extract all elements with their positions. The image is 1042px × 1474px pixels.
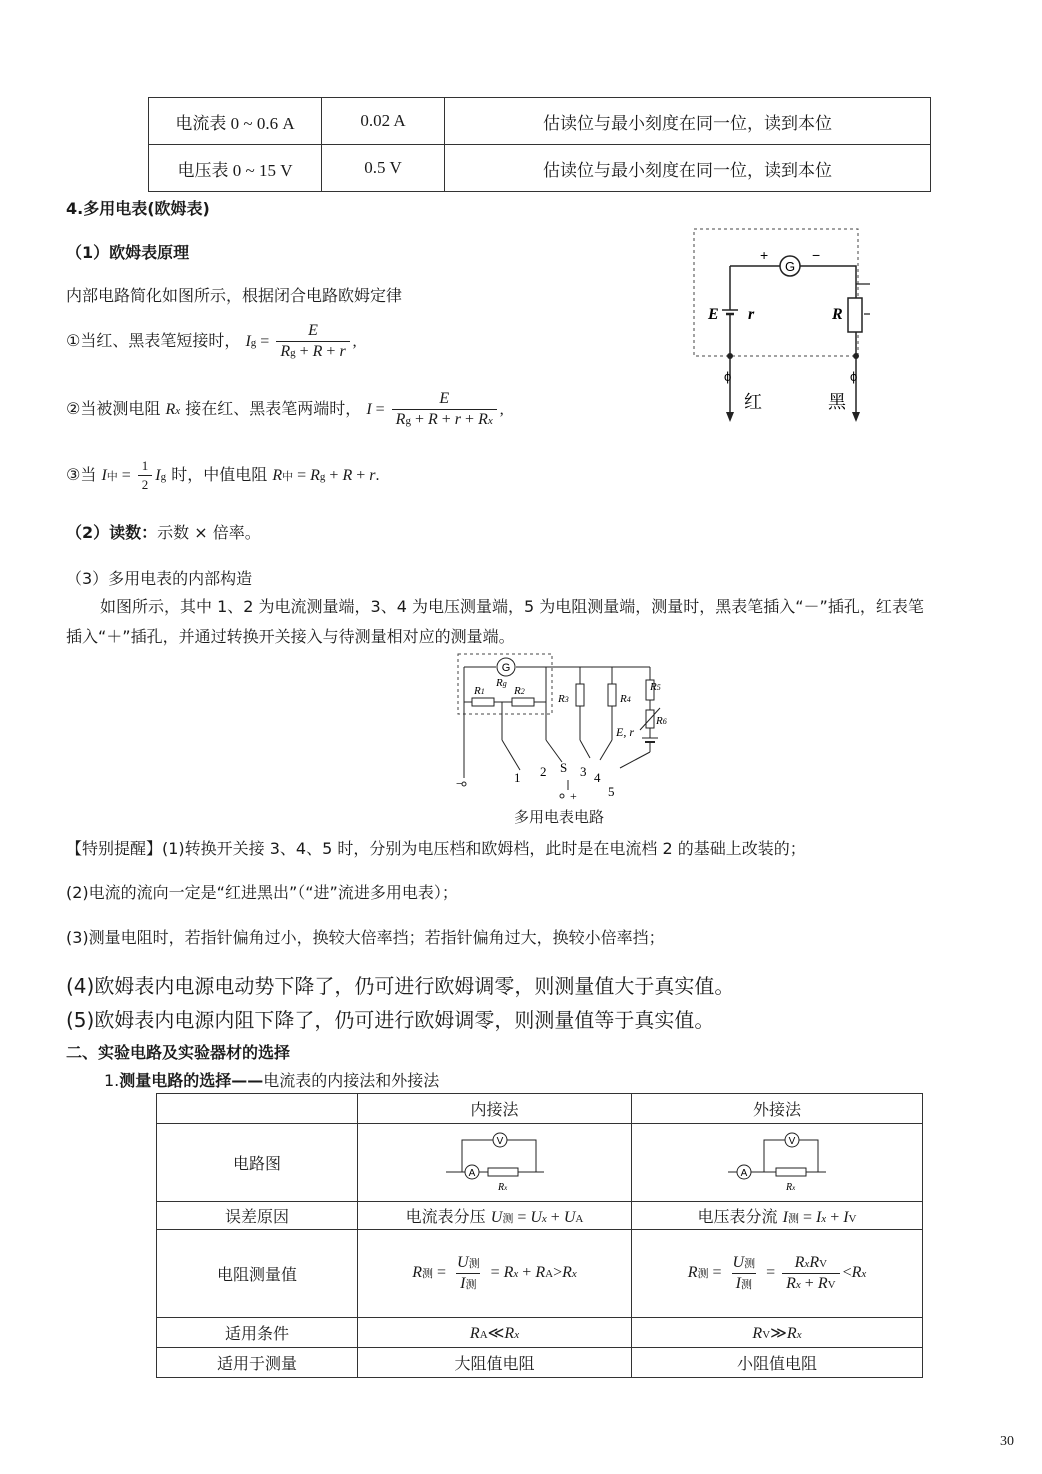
text: 电压表分流: [697, 1207, 778, 1226]
meter-table: [148, 97, 931, 192]
table-row: [157, 1124, 923, 1202]
table-cell: 小阻值电阻: [632, 1348, 923, 1378]
svg-text:R2: R2: [514, 685, 525, 697]
text: ②当被测电阻: [66, 399, 166, 418]
svg-text:+: +: [760, 247, 769, 263]
svg-text:S: S: [560, 760, 568, 775]
table-row: [157, 1230, 923, 1318]
formula-measured-resistor: ②当被测电阻 Rx 接在红、黑表笔两端时， I = $\frac{E}{Rg + R + r + Rx}$ ,: [66, 390, 504, 428]
table-cell: [157, 1094, 358, 1124]
ohmmeter-circuit-diagram: [690, 226, 870, 426]
outer-connection-diagram: [722, 1128, 832, 1194]
row-label: 电阻测量值: [157, 1230, 358, 1318]
note-3: (3)测量电阻时，若指针偏角过小，换较大倍率挡；若指针偏角过大，换较小倍率挡；: [66, 928, 665, 947]
subheading-structure: （3）多用电表的内部构造: [66, 569, 253, 588]
svg-text:Rg: Rg: [496, 677, 507, 689]
text: 电流表的内接法和外接法: [263, 1071, 440, 1090]
label-red-probe: 红: [744, 392, 762, 413]
svg-text:−: −: [456, 776, 464, 791]
svg-text:+: +: [570, 789, 577, 802]
note-4: (4)欧姆表内电源电动势下降了，仍可进行欧姆调零，则测量值大于真实值。: [66, 974, 735, 998]
table-cell: RA≪Rx: [358, 1318, 632, 1348]
row-label: 适用条件: [157, 1318, 358, 1348]
svg-text:Rx: Rx: [497, 1181, 507, 1193]
formula-mid-resistance: ③当 I中 = $\frac{1}{2}$ Ig 时，中值电阻 R中 = Rg + R + r.: [66, 458, 380, 492]
text: 示数 × 倍率。: [157, 523, 261, 542]
table-header-outer: 外接法: [632, 1094, 923, 1124]
note-1: 【特别提醒】(1)转换开关接 3、4、5 时，分别为电压档和欧姆档，此时是在电流档 2 的基础上改装的；: [66, 839, 806, 858]
table-cell: 电流表 0 ~ 0.6 A: [149, 98, 322, 145]
text: 时，中值电阻: [171, 465, 273, 484]
text: ③当: [66, 465, 102, 484]
table-cell: RV≫Rx: [632, 1318, 923, 1348]
text: 电流表分压: [405, 1207, 486, 1226]
text: 测量电路的选择——: [119, 1071, 264, 1090]
svg-text:ϕ: ϕ: [850, 369, 858, 384]
table-cell: 估读位与最小刻度在同一位，读到本位: [445, 145, 931, 192]
svg-text:G: G: [501, 662, 511, 674]
table-cell: 0.02 A: [322, 98, 445, 145]
multimeter-circuit-diagram: [450, 650, 680, 802]
svg-text:1: 1: [514, 770, 521, 785]
table-cell: 电压表分流 I测 = Ix + IV: [632, 1202, 923, 1230]
label-r-internal: r: [748, 306, 755, 323]
note-5: (5)欧姆表内电源内阻下降了，仍可进行欧姆调零，则测量值等于真实值。: [66, 1008, 715, 1032]
svg-text:R6: R6: [656, 715, 667, 727]
row-label: 误差原因: [157, 1202, 358, 1230]
table-row: [157, 1202, 923, 1230]
label-black-probe: 黑: [828, 392, 846, 413]
rheostat-icon: [848, 298, 862, 332]
intro-text: 内部电路简化如图所示，根据闭合电路欧姆定律: [66, 286, 403, 305]
figure-caption: 多用电表电路: [514, 808, 605, 826]
table-cell: R测 = $\frac{\text{U测}}{\text{I测}}$ = $\frac{\text{RxRV}}{Rx + RV}$ <Rx: [632, 1230, 923, 1318]
svg-text:−: −: [812, 247, 821, 263]
formula-short-circuit: ①当红、黑表笔短接时， Ig = $\frac{E}{Rg + R + r}$ ,: [66, 322, 357, 360]
table-row: [149, 145, 931, 192]
table-cell: 电压表 0 ~ 15 V: [149, 145, 322, 192]
label: （2）读数：: [66, 523, 158, 542]
svg-text:4: 4: [594, 770, 601, 785]
svg-text:E, r: E, r: [616, 725, 634, 739]
subheading-circuit-selection: [104, 1068, 439, 1091]
table-cell: [632, 1124, 923, 1202]
svg-text:2: 2: [540, 764, 547, 779]
label-r: R: [832, 306, 843, 323]
section-heading: 4.多用电表(欧姆表): [66, 199, 210, 218]
text: 接在红、黑表笔两端时，: [185, 399, 362, 418]
table-row: [149, 98, 931, 145]
row-label: 电路图: [157, 1124, 358, 1202]
table-cell: 电流表分压 U测 = Ux + UA: [358, 1202, 632, 1230]
note-2: (2)电流的流向一定是“红进黑出”（“进”流进多用电表）；: [66, 883, 458, 902]
svg-text:V: V: [788, 1135, 796, 1147]
row-label: 适用于测量: [157, 1348, 358, 1378]
text: ①当红、黑表笔短接时，: [66, 331, 241, 350]
table-row: [157, 1318, 923, 1348]
paragraph-line-1: 如图所示，其中 1、2 为电流测量端，3、4 为电压测量端，5 为电阻测量端，测量时，黑表笔插入“－”插孔，红表笔: [100, 597, 924, 616]
table-cell: 0.5 V: [322, 145, 445, 192]
comparison-table: [156, 1093, 923, 1378]
svg-text:Rx: Rx: [786, 1181, 796, 1193]
svg-text:R4: R4: [620, 693, 631, 705]
section-heading: 二、实验电路及实验器材的选择: [66, 1043, 291, 1062]
svg-text:A: A: [740, 1167, 748, 1179]
svg-text:ϕ: ϕ: [724, 369, 732, 384]
paragraph-line-2: 插入“＋”插孔，并通过转换开关接入与待测量相对应的测量端。: [66, 627, 515, 646]
table-row: [157, 1348, 923, 1378]
svg-text:R3: R3: [558, 693, 569, 705]
page-number: 30: [1000, 1434, 1014, 1449]
table-cell: 估读位与最小刻度在同一位，读到本位: [445, 98, 931, 145]
svg-text:R1: R1: [474, 685, 485, 697]
table-cell: [358, 1124, 632, 1202]
table-cell: 大阻值电阻: [358, 1348, 632, 1378]
label-g: G: [784, 259, 796, 274]
table-row: [157, 1094, 923, 1124]
svg-text:R5: R5: [650, 681, 661, 693]
svg-text:3: 3: [580, 764, 587, 779]
svg-text:V: V: [496, 1135, 503, 1147]
label-e: E: [708, 306, 719, 323]
inner-connection-diagram: [440, 1128, 550, 1194]
subheading-ohmmeter-principle: （1）欧姆表原理: [66, 243, 190, 262]
table-cell: R测 = $\frac{\text{U测}}{\text{I测}}$ = Rx + RA>Rx: [358, 1230, 632, 1318]
svg-text:5: 5: [608, 784, 615, 799]
text: 1.: [104, 1071, 120, 1090]
svg-text:A: A: [468, 1167, 475, 1179]
reading-line: [66, 520, 261, 543]
table-header-inner: 内接法: [358, 1094, 632, 1124]
